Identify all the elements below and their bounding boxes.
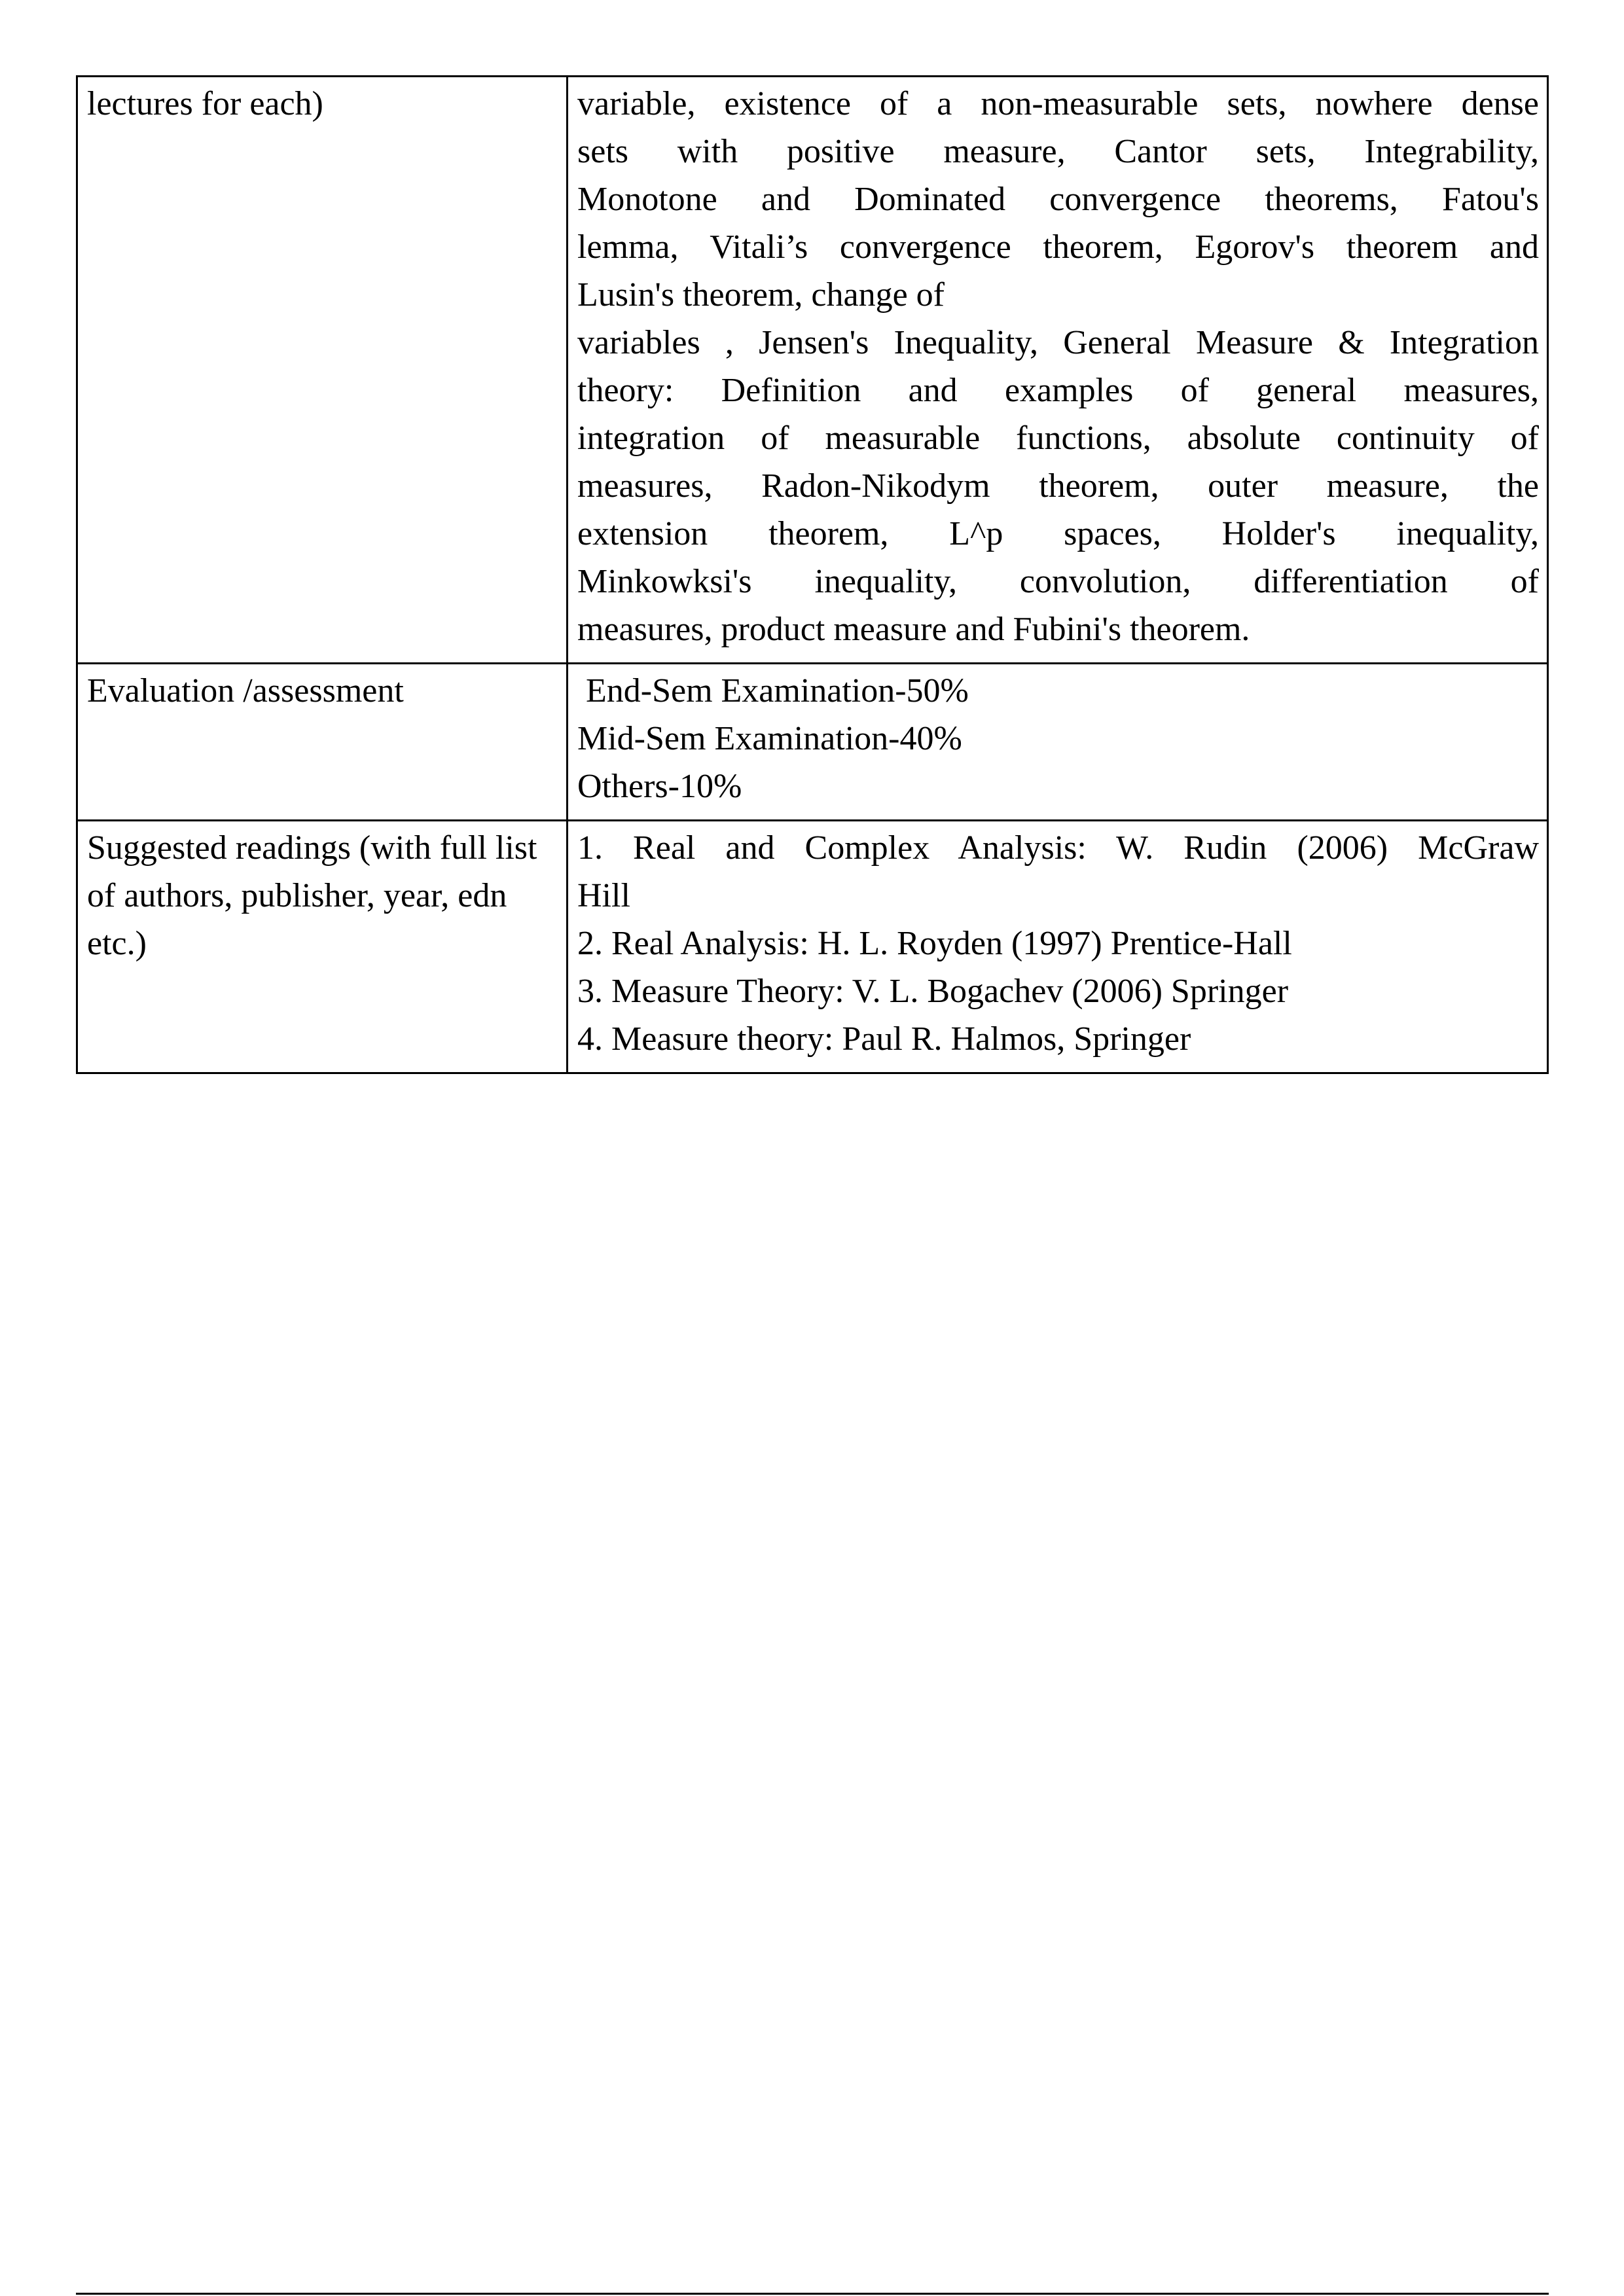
content-line: Lusin's theorem, change of	[577, 276, 945, 314]
content-line: Monotone and Dominated convergence theorems, Fatou's	[577, 181, 1539, 218]
content-line: theory: Definition and examples of general measures,	[577, 372, 1539, 409]
content-line: Minkowksi's inequality, convolution, differentiation of	[577, 563, 1539, 600]
content-line: variables , Jensen's Inequality, General Measure & Integration	[577, 324, 1539, 361]
content-line: 4. Measure theory: Paul R. Halmos, Springer	[577, 1020, 1191, 1058]
content-line: 3. Measure Theory: V. L. Bogachev (2006) Springer	[577, 973, 1289, 1010]
content-line: Others-10%	[577, 768, 742, 805]
content-line: Mid-Sem Examination-40%	[577, 720, 962, 757]
row-content-readings	[568, 821, 1548, 1073]
row-content-evaluation	[568, 664, 1548, 821]
content-line: integration of measurable functions, absolute continuity of	[577, 420, 1539, 457]
content-line: 1. Real and Complex Analysis: W. Rudin (2006) McGraw	[577, 829, 1539, 867]
table-row	[77, 77, 1548, 664]
syllabus-table	[76, 75, 1549, 1074]
content-line: End-Sem Examination-50%	[577, 672, 969, 709]
content-line: lemma, Vitali’s convergence theorem, Egorov's theorem and	[577, 228, 1539, 266]
row-content-topics	[568, 77, 1548, 664]
table-row	[77, 821, 1548, 1073]
footer-rule	[76, 2293, 1549, 2295]
content-line: 2. Real Analysis: H. L. Royden (1997) Prentice-Hall	[577, 925, 1292, 962]
row-label-evaluation: Evaluation /assessment	[77, 664, 568, 821]
row-label-lectures: lectures for each)	[77, 77, 568, 664]
content-line: sets with positive measure, Cantor sets, Integrability,	[577, 133, 1539, 170]
content-line: measures, product measure and Fubini's theorem.	[577, 611, 1250, 648]
row-label-readings: Suggested readings (with full list of authors, publisher, year, edn etc.)	[77, 821, 568, 1073]
table-row	[77, 664, 1548, 821]
content-line: Hill	[577, 877, 630, 914]
content-line: variable, existence of a non-measurable sets, nowhere dense	[577, 85, 1539, 122]
content-line: extension theorem, L^p spaces, Holder's inequality,	[577, 515, 1539, 552]
content-line: measures, Radon-Nikodym theorem, outer measure, the	[577, 467, 1539, 505]
